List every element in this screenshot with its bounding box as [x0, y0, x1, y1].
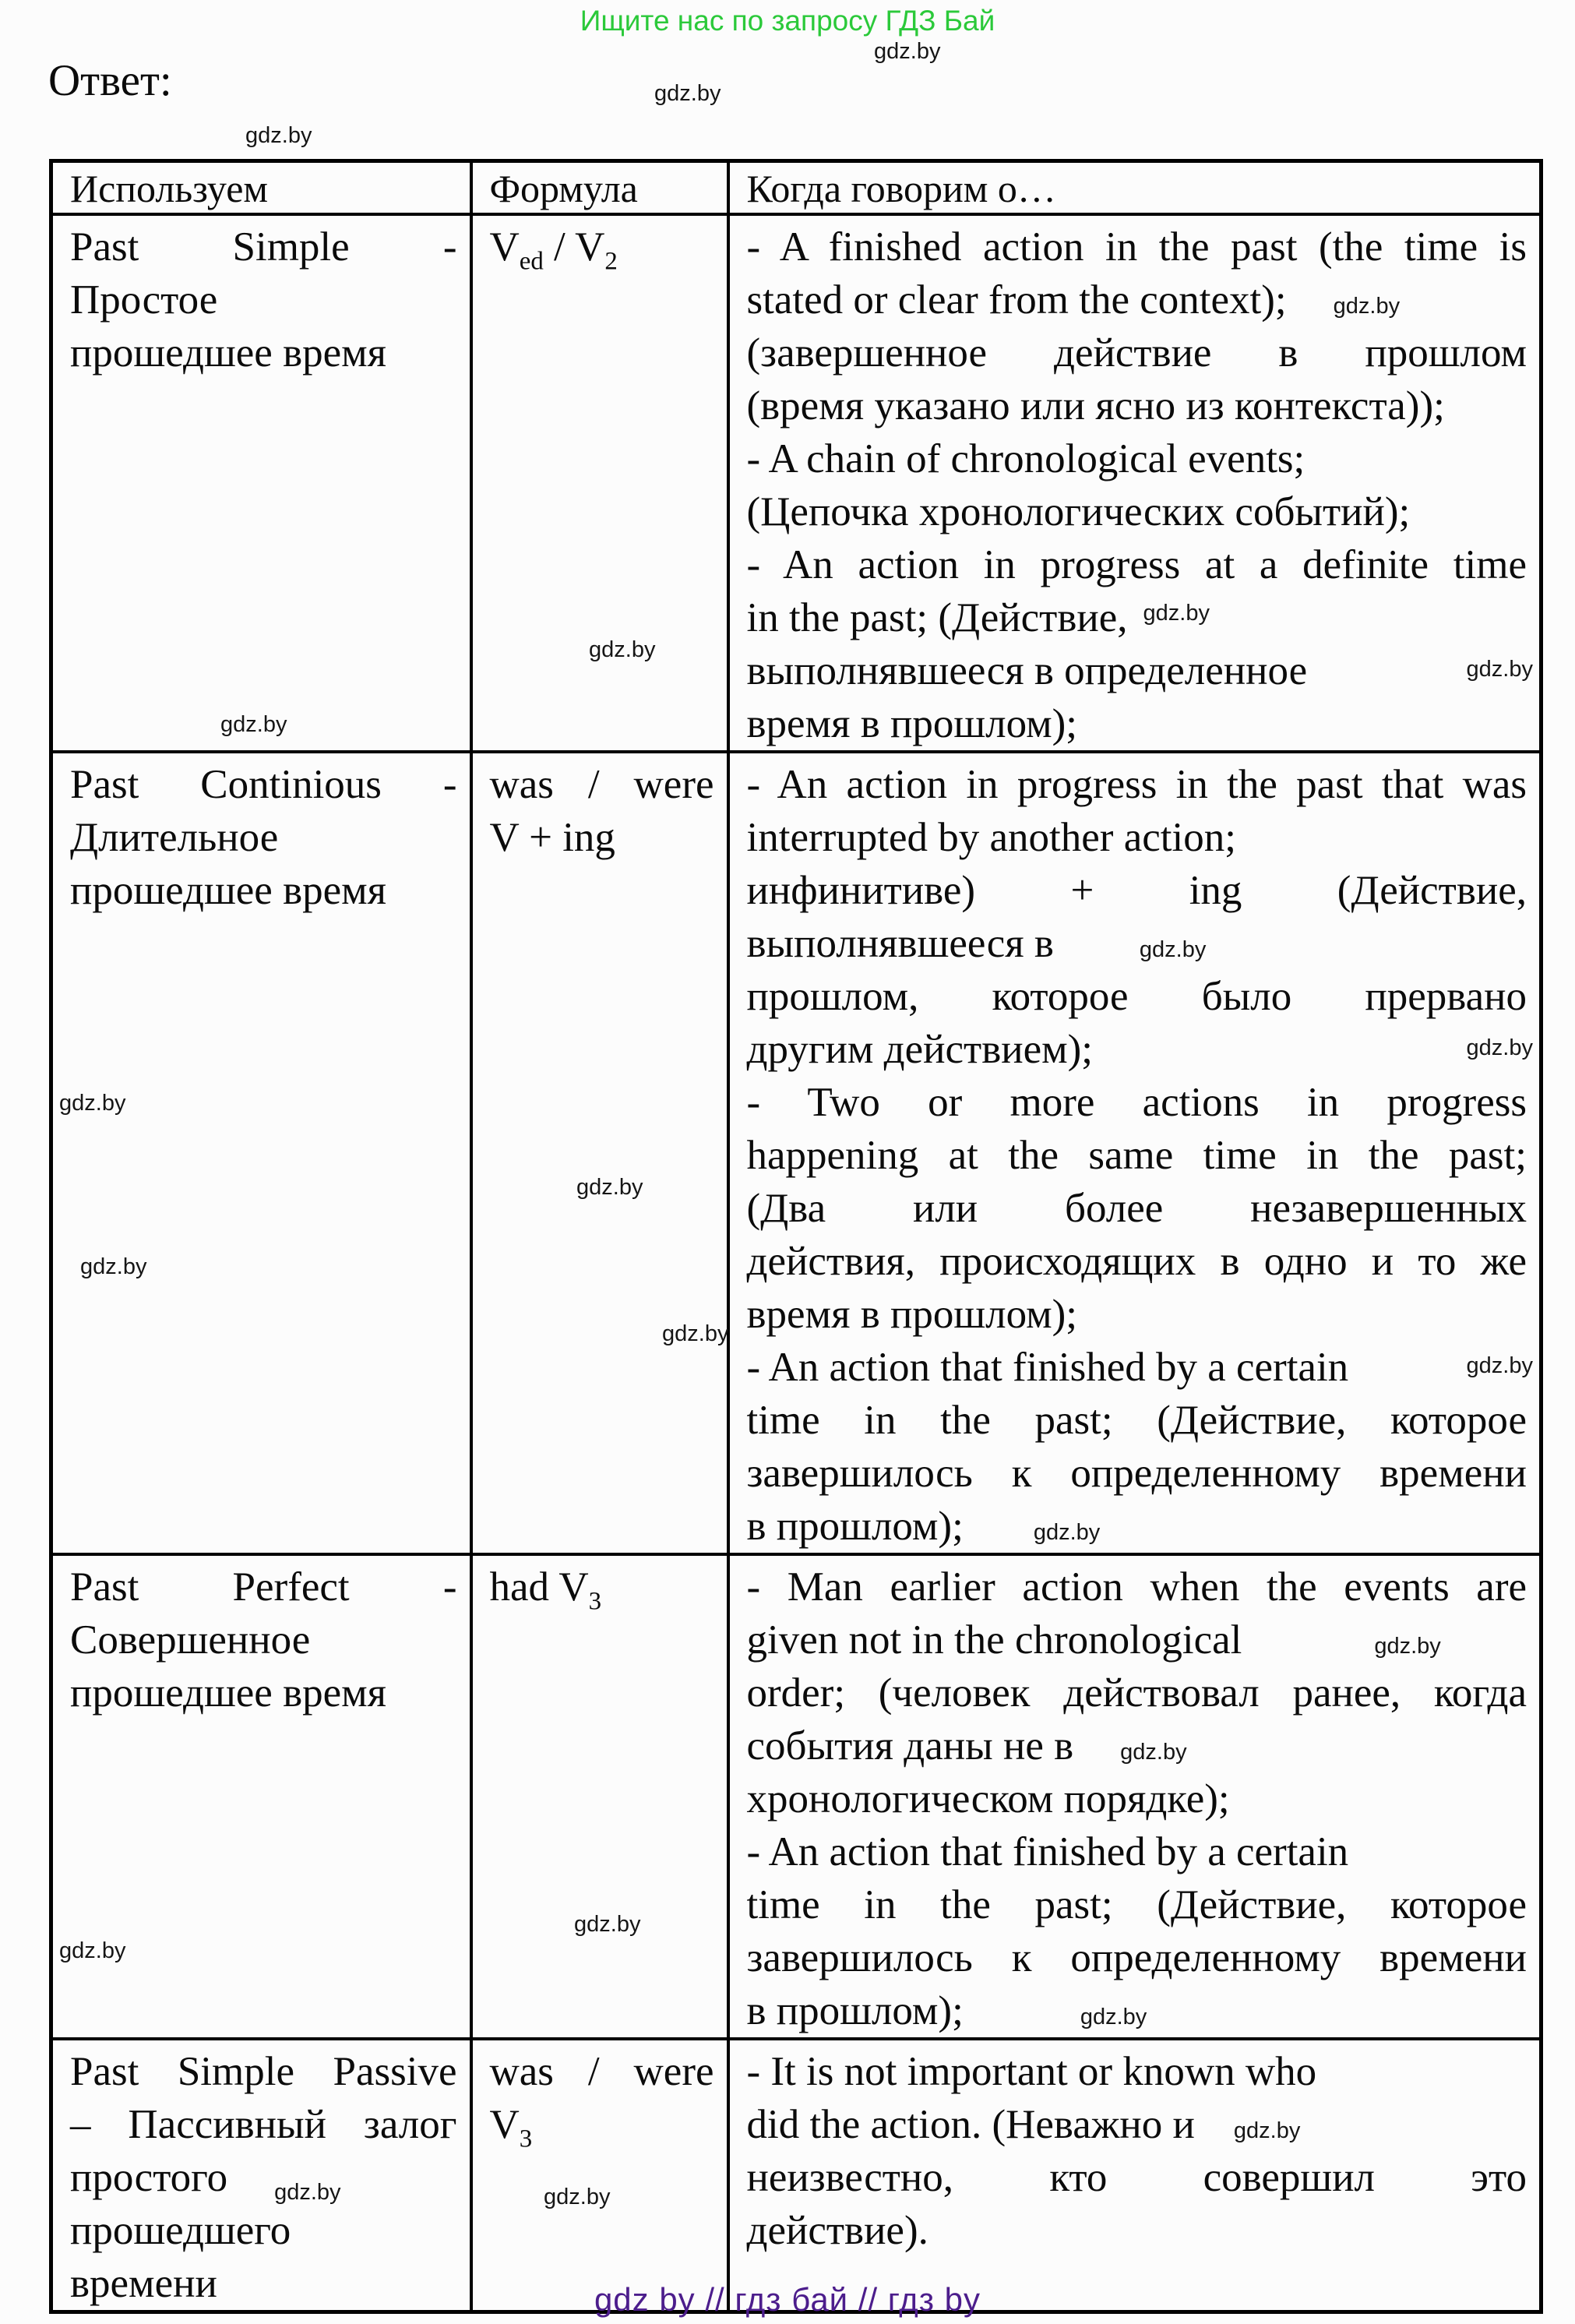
table-text-line: was / were [489, 2048, 714, 2094]
table-text-line: - A chain of chronological events; [746, 436, 1305, 481]
table-text-line: прошедшее время [70, 867, 387, 913]
table-text-line: time in the past; (Действие, которое [746, 1881, 1527, 1927]
watermark: gdz.by [654, 81, 721, 106]
grammar-table [49, 159, 1543, 2314]
table-text-line: – Пассивный залог [70, 2101, 457, 2147]
table-text-line: завершилось к определенному времени [746, 1450, 1527, 1496]
table-text-line: had $V_3$ [489, 1564, 602, 1616]
table-text-line: время в прошлом); [746, 1291, 1078, 1337]
table-text-line: gdz.by выполнявшееся в определенное [746, 647, 1533, 693]
table-text-line: действие). [746, 2207, 928, 2253]
table-text-line: interrupted by another action; [746, 814, 1236, 860]
watermark: gdz.by [544, 2185, 611, 2209]
watermark: gdz.by [874, 39, 941, 64]
footer-watermark: gdz by // гдз бай // гдз by [594, 2281, 981, 2318]
table-header-cell: Формула [471, 161, 728, 214]
table-text-line: в прошлом); gdz.by [746, 1503, 1101, 1549]
table-text-line: time in the past; (Действие, которое [746, 1397, 1527, 1443]
promo-banner: Ищите нас по запросу ГДЗ Бай [580, 5, 995, 37]
watermark: gdz.by [576, 1175, 643, 1200]
watermark: gdz.by [1143, 601, 1210, 626]
table-header-row [51, 161, 1542, 214]
cell-usage [728, 2039, 1542, 2312]
watermark: gdz.by [1333, 293, 1401, 319]
cell-formula [471, 2039, 728, 2312]
table-text-line: - Man earlier action when the events are [746, 1564, 1527, 1610]
watermark: gdz.by [245, 123, 312, 148]
table-text-line: (Два или более незавершенных [746, 1185, 1527, 1231]
watermark: gdz.by [589, 637, 656, 662]
table-text-line: $V_3$ [489, 2101, 533, 2153]
table-text-line: Длительное [70, 814, 279, 860]
table-text-line: хронологическом порядке); [746, 1776, 1230, 1821]
table-text-line: did the action. (Неважно и gdz.by [746, 2101, 1301, 2147]
table-text-line: (завершенное действие в прошлом [746, 330, 1527, 376]
table-text-line: gdz.by другим действием); [746, 1026, 1533, 1072]
watermark: gdz.by [1466, 1352, 1533, 1378]
table-text-line: in the past; (Действие, $^{gdz.by}$ [746, 594, 1210, 640]
table-row [51, 752, 1542, 1554]
formula-subscript: 2 [604, 247, 618, 276]
cell-tense-name [51, 752, 471, 1554]
watermark: gdz.by [59, 1938, 126, 1963]
table-body [51, 214, 1542, 2312]
table-row [51, 2039, 1542, 2312]
cell-tense-name [51, 214, 471, 752]
table-text-line: - A finished action in the past (the time is [746, 224, 1527, 270]
watermark: gdz.by [1033, 1519, 1101, 1545]
table-row [51, 214, 1542, 752]
table-text-line: времени [70, 2260, 217, 2306]
table-text-line: - An action in progress in the past that was [746, 761, 1527, 807]
table-text-line: gdz.by - An action that finished by a certain [746, 1344, 1533, 1390]
table-row [51, 1554, 1542, 2039]
table-text-line: прошедшее время [70, 330, 387, 376]
table-text-line: прошедшего [70, 2207, 291, 2253]
watermark: gdz.by [220, 712, 287, 737]
table-text-line: неизвестно, кто совершил это [746, 2154, 1527, 2200]
watermark: gdz.by [1120, 1739, 1187, 1765]
table-text-line: order; (человек действовал ранее, когда [746, 1670, 1527, 1716]
watermark: gdz.by [1374, 1633, 1441, 1659]
table-text-line: V + ing [489, 814, 615, 860]
watermark: gdz.by [80, 1254, 147, 1279]
table-text-line: время в прошлом); [746, 700, 1078, 746]
watermark: gdz.by [574, 1912, 641, 1937]
table-text-line: Совершенное [70, 1617, 311, 1663]
table-text-line: действия, происходящих в одно и то же [746, 1238, 1527, 1284]
table-text-line: was / were [489, 761, 714, 807]
cell-usage [728, 752, 1542, 1554]
table-text-line: прошедшее время [70, 1670, 387, 1716]
cell-formula [471, 1554, 728, 2039]
formula-subscript: 3 [519, 2125, 533, 2153]
table-text-line: (Цепочка хронологических событий); [746, 488, 1411, 534]
table-text-line: Past Simple Passive [70, 2048, 457, 2094]
cell-tense-name [51, 1554, 471, 2039]
table-text-line: happening at the same time in the past; [746, 1132, 1527, 1178]
table-text-line: $V_{ed} / V_2$ [489, 224, 618, 276]
watermark: gdz.by [1233, 2118, 1301, 2143]
table-text-line: Past Simple - [70, 224, 457, 270]
table-text-line: given not in the chronological gdz.by [746, 1617, 1441, 1663]
table-text-line: инфинитиве) + ing (Действие, [746, 867, 1527, 913]
answer-label: Ответ: [48, 56, 172, 105]
cell-usage [728, 1554, 1542, 2039]
table-text-line: завершилось к определенному времени [746, 1934, 1527, 1980]
cell-formula [471, 752, 728, 1554]
table-header-cell: Используем [51, 161, 471, 214]
watermark: gdz.by [662, 1321, 729, 1346]
cell-usage [728, 214, 1542, 752]
cell-tense-name [51, 2039, 471, 2312]
watermark: gdz.by [1080, 2004, 1147, 2030]
table-header-cell: Когда говорим о… [728, 161, 1542, 214]
watermark: gdz.by [59, 1091, 126, 1116]
table-text-line: в прошлом); gdz.by [746, 1987, 1147, 2033]
table-text-line: stated or clear from the context); gdz.by [746, 277, 1401, 323]
table-text-line: прошлом, которое было прервано [746, 973, 1527, 1019]
table-text-line: Простое [70, 277, 218, 323]
table-text-line: - An action in progress at a definite time [746, 541, 1527, 587]
watermark: gdz.by [1466, 1035, 1533, 1060]
formula-subscript: ed [519, 247, 544, 276]
table-text-line: простого $_{gdz.by}$ [70, 2154, 341, 2206]
table-text-line: выполнявшееся в gdz.by [746, 920, 1207, 966]
cell-formula [471, 214, 728, 752]
table-text-line: события даны не в gdz.by [746, 1723, 1187, 1769]
table-text-line: - An action that finished by a certain [746, 1829, 1349, 1874]
table-text-line: Past Continious - [70, 761, 457, 807]
formula-subscript: 3 [588, 1587, 602, 1616]
table-text-line: (время указано или ясно из контекста)); [746, 383, 1445, 428]
table-text-line: Past Perfect - [70, 1564, 457, 1610]
watermark: gdz.by [274, 2180, 341, 2206]
table-text-line: - Two or more actions in progress [746, 1079, 1527, 1125]
table-text-line: - It is not important or known who [746, 2048, 1317, 2094]
watermark: gdz.by [1466, 656, 1533, 682]
watermark: gdz.by [1139, 936, 1207, 962]
